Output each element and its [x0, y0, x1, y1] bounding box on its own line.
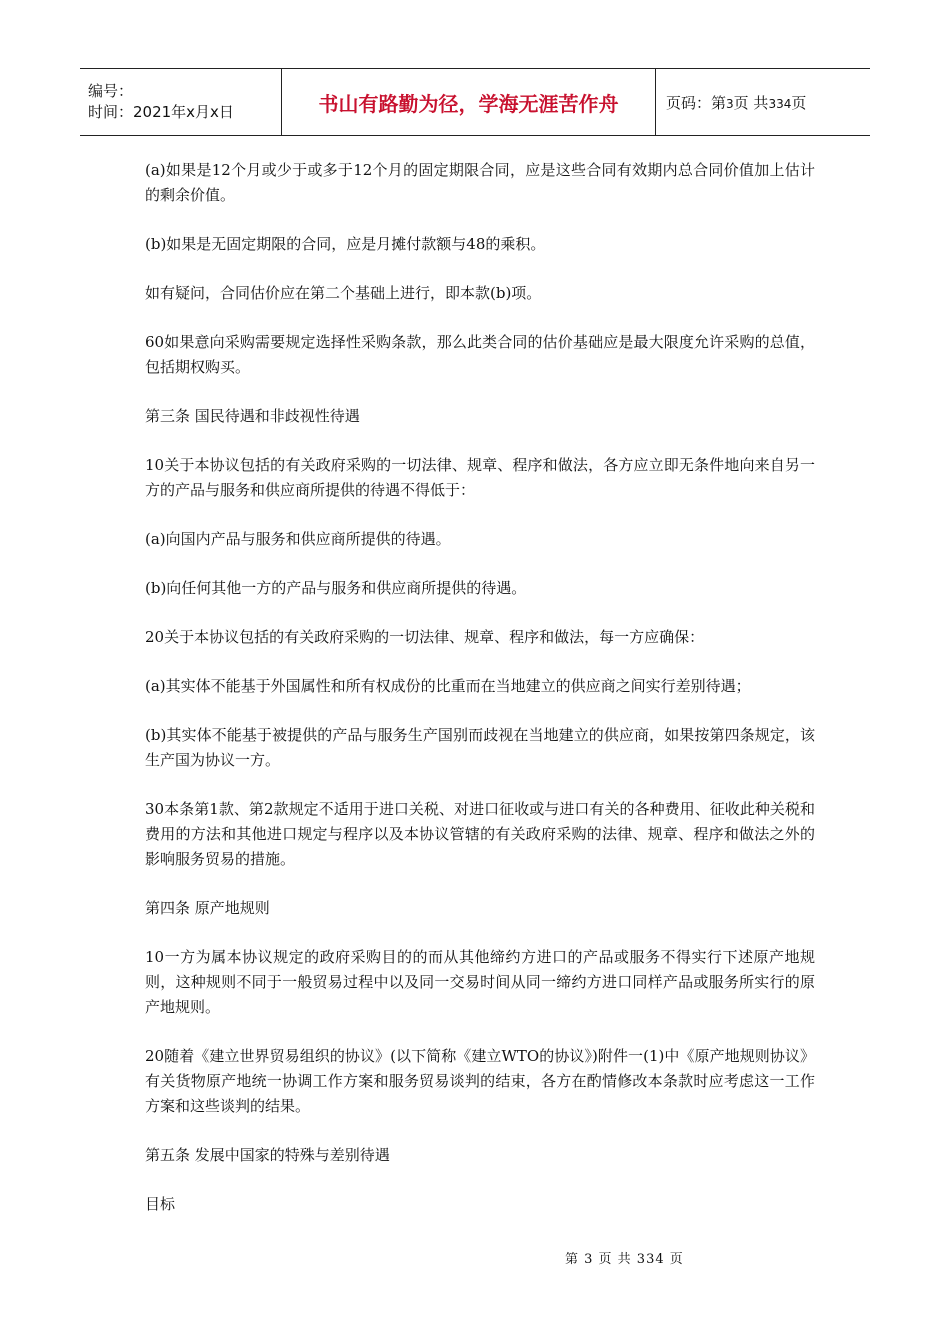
paragraph: (b)其实体不能基于被提供的产品与服务生产国别而歧视在当地建立的供应商，如果按第四条规定，该生产国为协议一方。 [145, 726, 815, 769]
page-footer: 第 3 页 共 334 页 [565, 1252, 684, 1267]
paragraph: (a)向国内产品与服务和供应商所提供的待遇。 [145, 530, 451, 548]
paragraph: 20关于本协议包括的有关政府采购的一切法律、规章、程序和做法，每一方应确保： [145, 628, 705, 646]
date-label: 时间：2021年x月x日 [88, 103, 234, 121]
paragraph: 60如果意向采购需要规定选择性采购条款，那么此类合同的估价基础应是最大限度允许采购的总值，包括期权购买。 [145, 333, 815, 376]
motto-text: 书山有路勤为径，学海无涯苦作舟 [318, 91, 619, 116]
total-pages: 334 [768, 96, 792, 111]
page-label-suffix: 页 [791, 93, 807, 112]
page-number: 3 [726, 96, 734, 111]
paragraph: (b)向任何其他一方的产品与服务和供应商所提供的待遇。 [145, 579, 527, 597]
section-heading: 第三条 国民待遇和非歧视性待遇 [145, 407, 360, 425]
page-header [80, 68, 870, 136]
page-label-mid: 页 共 [733, 93, 769, 112]
page-label-prefix: 页码：第 [666, 93, 727, 112]
page-indicator [666, 92, 870, 113]
section-heading: 第五条 发展中国家的特殊与差别待遇 [145, 1146, 390, 1164]
paragraph: 20随着《建立世界贸易组织的协议》(以下简称《建立WTO的协议》)附件一(1)中《原产地规则协议》有关货物原产地统一协调工作方案和服务贸易谈判的结束，各方在酌情修改本条款时应考虑这一工作方案和这些谈判的结果。 [145, 1047, 815, 1115]
header-motto [282, 69, 656, 135]
subheading: 目标 [145, 1195, 176, 1213]
header-meta [80, 69, 282, 135]
number-label: 编号： [88, 82, 134, 100]
paragraph: 10一方为属本协议规定的政府采购目的的而从其他缔约方进口的产品或服务不得实行下述原产地规则，这种规则不同于一般贸易过程中以及同一交易时间从同一缔约方进口同样产品或服务所实行的原产地规则。 [145, 948, 815, 1016]
paragraph: (a)其实体不能基于外国属性和所有权成份的比重而在当地建立的供应商之间实行差别待遇； [145, 677, 751, 695]
paragraph: 30本条第1款、第2款规定不适用于进口关税、对进口征收或与进口有关的各种费用、征收此种关税和费用的方法和其他进口规定与程序以及本协议管辖的有关政府采购的法律、规章、程序和做法之外的影响服务贸易的措施。 [145, 800, 815, 868]
document-body [145, 158, 815, 1241]
paragraph: (a)如果是12个月或少于或多于12个月的固定期限合同，应是这些合同有效期内总合同价值加上估计的剩余价值。 [145, 161, 815, 204]
paragraph: (b)如果是无固定期限的合同，应是月摊付款额与48的乘积。 [145, 235, 546, 253]
paragraph: 10关于本协议包括的有关政府采购的一切法律、规章、程序和做法，各方应立即无条件地向来自另一方的产品与服务和供应商所提供的待遇不得低于： [145, 456, 815, 499]
header-page-info [656, 69, 870, 135]
section-heading: 第四条 原产地规则 [145, 899, 270, 917]
paragraph: 如有疑问，合同估价应在第二个基础上进行，即本款(b)项。 [145, 284, 542, 302]
